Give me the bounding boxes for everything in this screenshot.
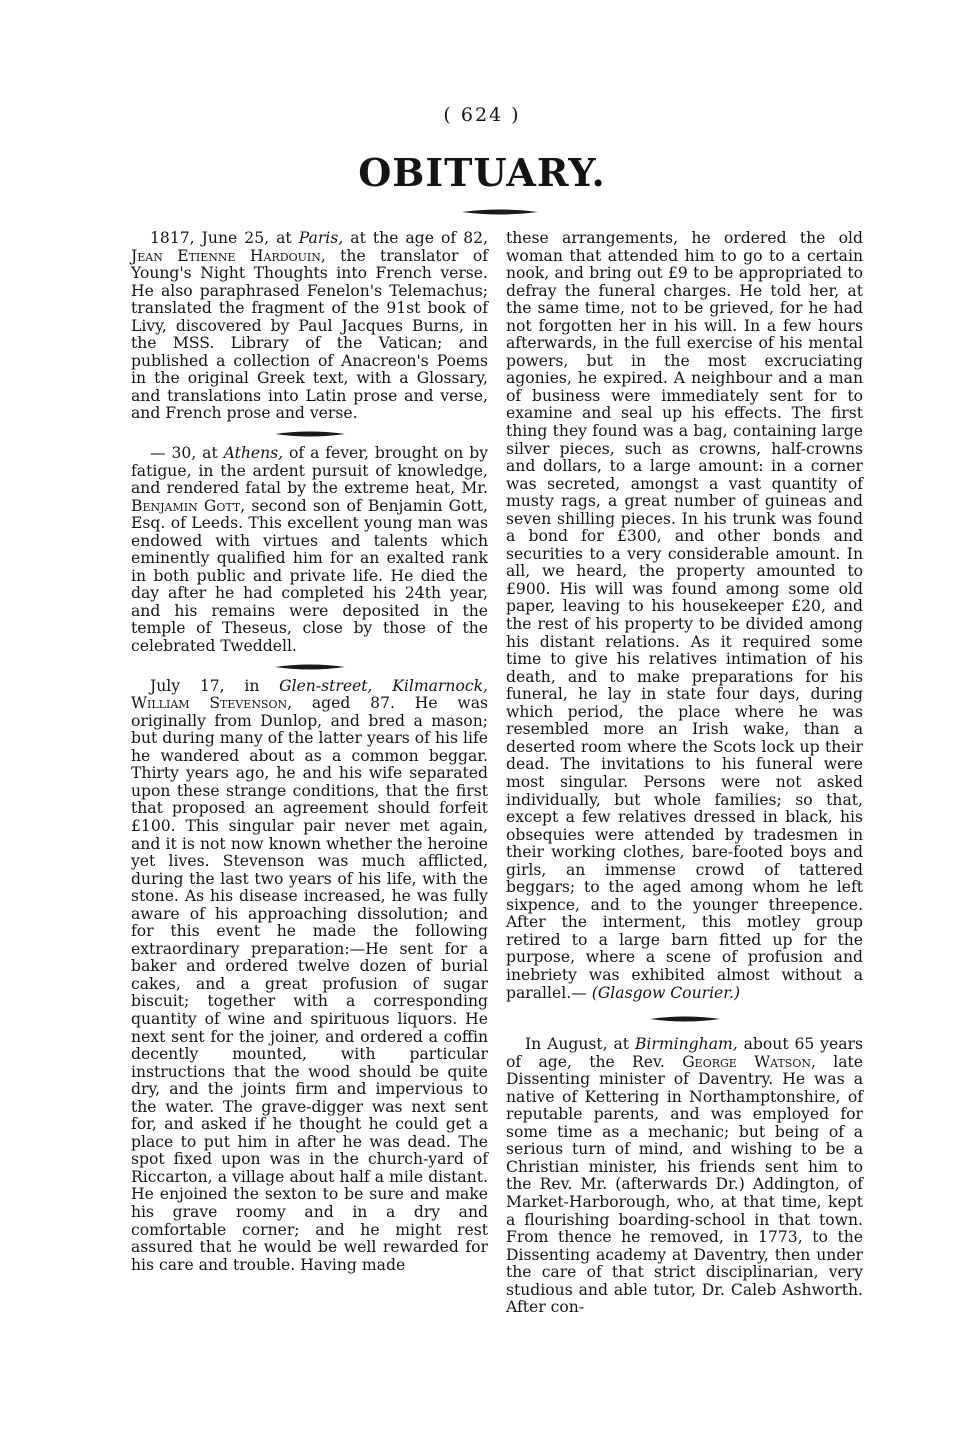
entry-hardouin (131, 230, 488, 423)
divider (506, 1002, 863, 1036)
entry-date: July 17, in (150, 676, 260, 695)
entry-body: the translator of Young's Night Thoughts into French verse. He also paraphrased Fenelon's Telemachus; translated the fragment of the 91st book of Livy, discovered by Paul Jacques Burns, in the MSS. Library of the Vatican; and published a collection of Anacreon's Poems in the original Greek text, with a Glossary, and translations into Latin prose and verse, and French prose and verse. (131, 246, 488, 423)
entry-source: (Glasgow Courier.) (591, 983, 741, 1002)
entry-date: — 30, at (150, 444, 218, 463)
page-number: ( 624 ) (443, 104, 521, 126)
entry-intro: about 65 years of age, the Rev. (506, 1035, 863, 1071)
entry-place: Paris, (298, 229, 344, 247)
entry-body: late Dissenting minister of Daventry. He was a native of Kettering in Northamptonshire, of reputable parents, and was employed for some time as a mechanic; but being of a serious turn of mind, and wishing to be a Christian minister, his friends sent him to the Rev. Mr. (afterwards Dr.) Addington, of Market-Harborough, who, at that time, kept a flourishing boarding-school in that town. From thence he removed, in 1773, to the Dissenting academy at Daventry, then under the care of that strict disciplinarian, very studious and able tutor, Dr. Caleb Ashworth. After con- (506, 1052, 864, 1317)
entry-body: these arrangements, he ordered the old woman that attended him to go to a certain nook, and bring out £9 to be appropriated to defray the funeral charges. He told her, at the same time, not to be grieved, for he had not forgotten her in his will. In a few hours afterwards, in the full exercise of his mental powers, but in the most excruciating agonies, he expired. A neighbour and a man of business were immediately sent for to examine and seal up his effects. The first thing they found was a bag, containing large silver pieces, such as crowns, half-crowns and dollars, to a large amount: in a corner was secreted, amongst a vast quantity of musty rags, a great number of guineas and seven shilling pieces. In his trunk was found a bond for £300, and other bonds and securities to a very considerable amount. In all, we heard, the property amounted to £900. His will was found among some old paper, leaving to his housekeeper £20, and the rest of his property to be divided among his distant relations. As it required some time to give his relatives intimation of his death, and to make preparations for his funeral, he lay in state four days, during which period, the place where he was resembled more an Irish wake, than a deserted room where the Scots lock up their dead. The invitations to his funeral were most singular. Persons were not asked individually, but whole families; so that, except a few relatives dressed in black, his obsequies were attended by tradesmen in their working clothes, bare-footed boys and girls, an immense crowd of tattered beggars; to the aged among whom he left sixpence, and to the younger threepence. After the interment, this motley group retired to a large barn fitted up for the purpose, where a scene of profusion and inebriety was exhibited almost without a parallel.— (506, 229, 863, 1002)
divider (131, 656, 488, 678)
rule-ornament-icon (275, 663, 345, 671)
entry-name: George Watson, (682, 1052, 816, 1071)
entry-place: Athens, (223, 444, 284, 463)
entry-place: Birmingham, (634, 1035, 738, 1054)
entry-name: Jean Etienne Hardouin, (131, 246, 326, 265)
entry-body: second son of Benjamin Gott, Esq. of Leeds. This excellent young man was endowed with virtues and talents which eminently qualified him for an exalted rank in both public and private life. He died the day after he had completed his 24th year, and his remains were deposited in the temple of Theseus, close by those of the celebrated Tweddell. (131, 496, 489, 656)
rule-ornament-icon (650, 1015, 720, 1023)
divider (131, 423, 488, 445)
page-title: OBITUARY. (358, 150, 606, 195)
entry-date: In August, at (525, 1035, 630, 1054)
entry-date: 1817, June 25, at (150, 229, 292, 247)
title-rule (462, 208, 538, 216)
left-column (131, 230, 488, 1274)
entry-intro: of a fever, brought on by fatigue, in the ardent pursuit of knowledge, and rendered fatal by the extreme heat, Mr. (131, 444, 488, 498)
rule-ornament-icon (462, 208, 538, 216)
entry-body: aged 87. He was originally from Dunlop, and bred a mason; but during many of the latter years of his life he wandered about as a common beggar. Thirty years ago, he and his wife separated upon these strange conditions, that the first that proposed an agreement should forfeit £100. This singular pair never met again, and it is not now known whether the heroine yet lives. Stevenson was much afflicted, during the last two years of his life, with the stone. As his disease increased, he was fully aware of his approaching dissolution; and for this event he made the following extraordinary preparation:—He sent for a baker and ordered twelve dozen of burial cakes, and a great profusion of sugar biscuit; together with a corresponding quantity of wine and spirituous liquors. He next sent for the joiner, and ordered a coffin decently mounted, with particular instructions that the wood should be quite dry, and the joints firm and impervious to the water. The grave-digger was next sent for, and asked if he thought he could get a place to put him in after he was dead. The spot fixed upon was in the church-yard of Riccarton, a village about half a mile distant. He enjoined the sexton to be sure and make his grave roomy and in a dry and comfortable corner; and he might rest assured that he would be well rewarded for his care and trouble. Having made (131, 694, 488, 1274)
entry-name: William Stevenson, (131, 694, 293, 713)
rule-ornament-icon (275, 430, 345, 438)
entry-name: Benjamin Gott, (131, 496, 246, 515)
entry-gott (131, 445, 488, 656)
right-column (506, 230, 863, 1317)
entry-intro: at the age of 82, (350, 229, 488, 247)
entry-stevenson-continued (506, 230, 863, 1002)
entry-place: Glen-street, Kilmarnock, (279, 676, 488, 695)
entry-watson (506, 1036, 863, 1317)
entry-stevenson (131, 678, 488, 1275)
